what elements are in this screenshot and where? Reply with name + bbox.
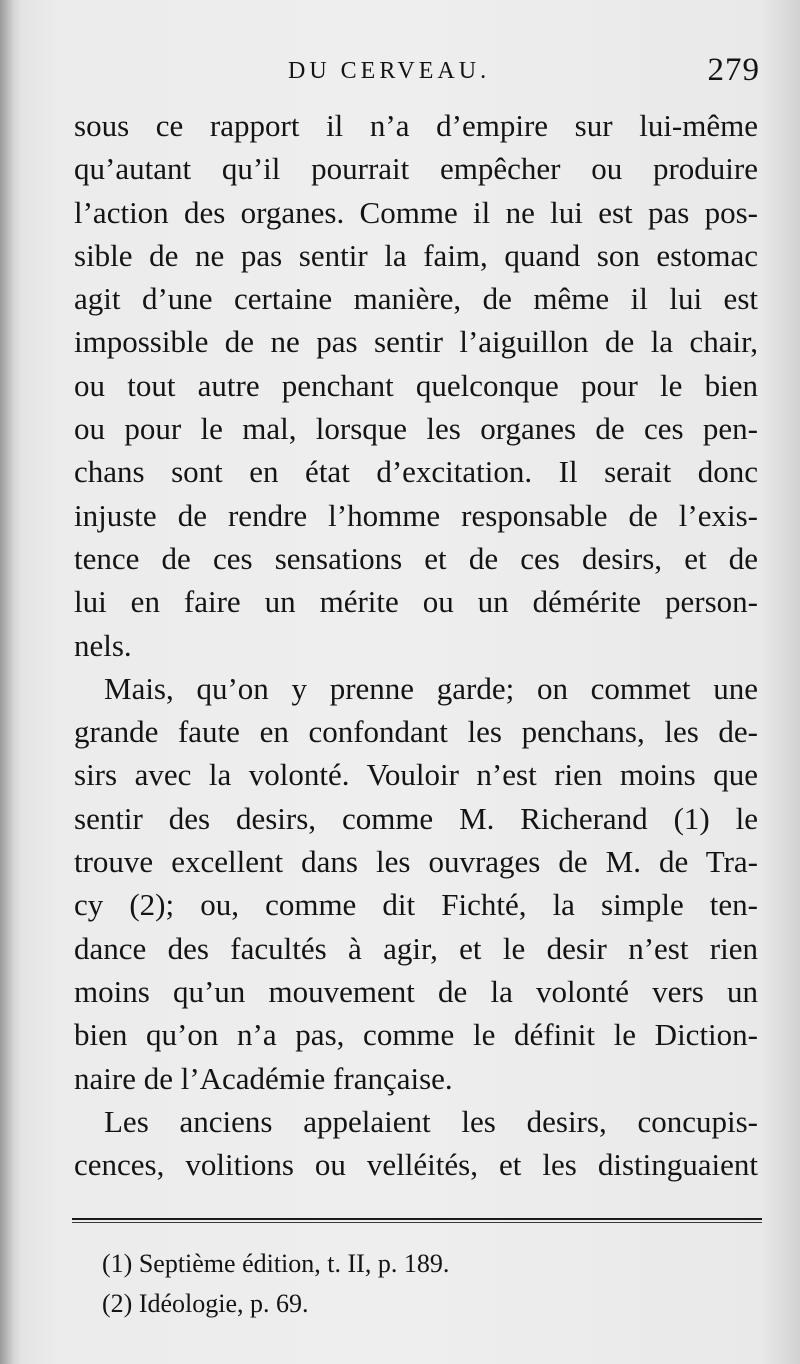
footnote-rule — [72, 1218, 762, 1223]
footnote-2: (2) Idéologie, p. 69. — [102, 1289, 309, 1318]
footnote-1: (1) Septième édition, t. II, p. 189. — [102, 1249, 450, 1278]
text-line: sible de ne pas sentir la faim, quand son estomac — [74, 237, 758, 273]
body-text — [74, 104, 758, 1186]
running-head: DU CERVEAU. — [288, 58, 491, 84]
text-line: cy (2); ou, comme dit Fichté, la simple ten- — [74, 887, 758, 923]
text-line: qu’autant qu’il pourrait empêcher ou produire — [74, 151, 758, 187]
text-line: lui en faire un mérite ou un démérite person- — [74, 584, 758, 620]
page-number: 279 — [707, 52, 760, 88]
text-line: chans sont en état d’excitation. Il serait donc — [74, 454, 758, 490]
text-line: agit d’une certaine manière, de même il lui est — [74, 281, 758, 317]
text-line: naire de l’Académie française. — [74, 1060, 453, 1096]
page-header — [70, 52, 760, 102]
text-line-paragraph-start: Mais, qu’on y prenne garde; on commet une — [104, 670, 758, 706]
text-line: impossible de ne pas sentir l’aiguillon de la chair, — [74, 324, 758, 360]
text-line: ou tout autre penchant quelconque pour le bien — [74, 367, 758, 403]
text-line: injuste de rendre l’homme responsable de l’exis- — [74, 497, 758, 533]
text-line: grande faute en confondant les penchans, les de- — [74, 714, 758, 750]
page-gutter-shadow — [0, 0, 14, 1364]
text-line: dance des facultés à agir, et le desir n’est rien — [74, 930, 758, 966]
text-line: moins qu’un mouvement de la volonté vers un — [74, 973, 758, 1009]
text-line: bien qu’on n’a pas, comme le définit le Diction- — [74, 1017, 758, 1053]
text-line: ou pour le mal, lorsque les organes de ces pen- — [74, 411, 758, 447]
text-line: tence de ces sensations et de ces desirs, et de — [74, 540, 758, 576]
text-line-paragraph-start: Les anciens appelaient les desirs, concupis- — [104, 1103, 758, 1139]
footnotes — [102, 1244, 742, 1324]
text-line: nels. — [74, 627, 132, 663]
text-line: sirs avec la volonté. Vouloir n’est rien moins que — [74, 757, 758, 793]
text-line: sentir des desirs, comme M. Richerand (1) le — [74, 800, 758, 836]
text-line: l’action des organes. Comme il ne lui est pas pos- — [74, 194, 758, 230]
text-line: trouve excellent dans les ouvrages de M. de Tra- — [74, 844, 758, 880]
text-line: cences, volitions ou velléités, et les distinguaient — [74, 1147, 758, 1183]
text-line: sous ce rapport il n’a d’empire sur lui-même — [74, 108, 758, 143]
